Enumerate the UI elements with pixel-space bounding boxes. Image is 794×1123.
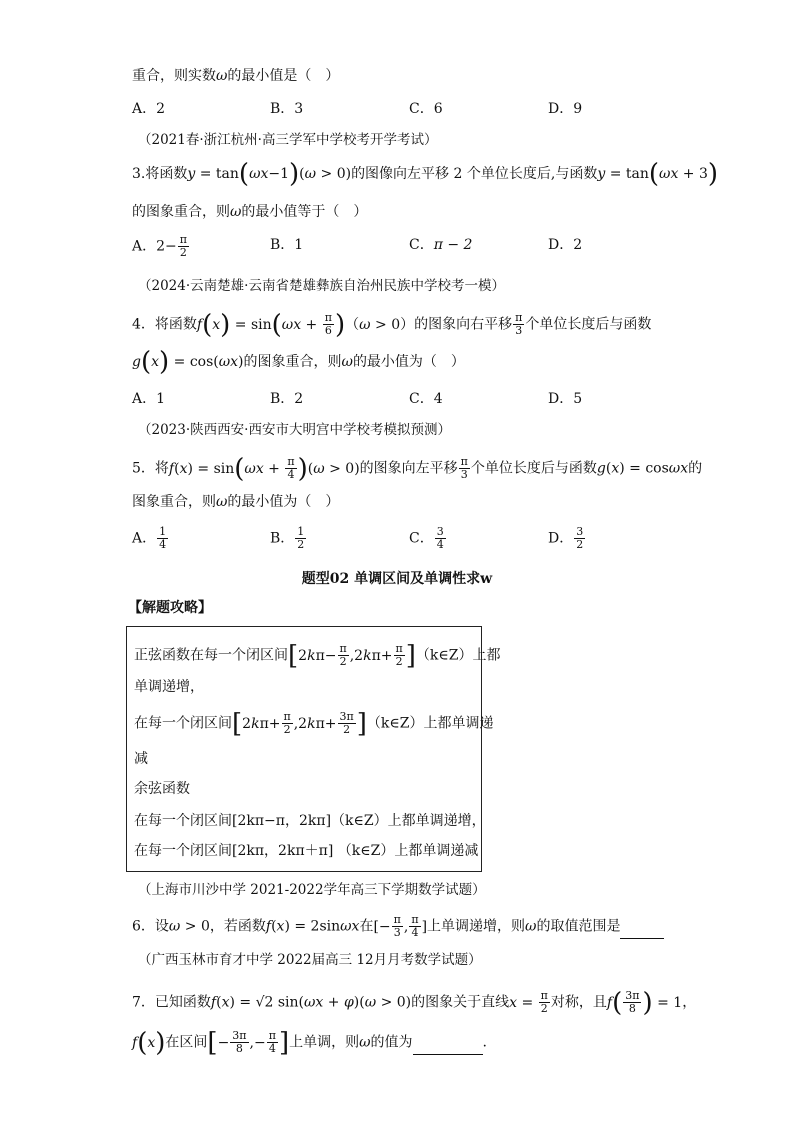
q2-choices [132,98,672,126]
q4-choices [132,388,672,416]
q6-answer-blank[interactable] [620,924,664,939]
q4-choice-d[interactable]: D．5 [548,391,583,407]
q2-text: 重合，则实数 [132,68,216,84]
source-q4: （2024·云南楚雄·云南省楚雄彝族自治州民族中学校考一模） [138,278,505,294]
q4-choice-b[interactable]: B．2 [270,391,304,407]
q5-choices [132,526,672,554]
box-line-5: 余弦函数 [134,781,190,797]
box-line-3: 在每一个闭区间[2kπ+ $\frac{\pi}{2}$ ,2kπ+ $\frac{3\pi}{2}$ ]（k∈Z）上都单调递 [134,708,494,739]
section-title: 题型02 单调区间及单调性求w [301,571,493,587]
q5-choice-d[interactable]: D． $\frac{3}{2}$ [548,525,584,551]
q4-choice-a[interactable]: A．1 [132,391,166,407]
box-line-7: 在每一个闭区间[2kπ，2kπ＋π] （k∈Z）上都单调递减 [134,843,479,859]
q3-line2: 的图象重合，则ω的最小值等于（ ） [132,204,368,220]
q5-line1: 5．将f(x) = sin(ωx + $\frac{\pi}{4}$ )(ω > 0)的图象向左平移 $\frac{\pi}{3}$ 个单位长度后与函数g(x) = cosωx的 [132,453,703,484]
q6-line: 6．设ω > 0，若函数f(x) = 2sinωx在[− $\frac{\pi}{3}$ , $\frac{\pi}{4}$ ]上单调递增，则ω的取值范围是 [132,914,664,939]
source-q6: （上海市川沙中学 2021-2022学年高三下学期数学试题） [138,882,486,898]
q3-choice-d[interactable]: D．2 [548,237,583,253]
source-q3: （2021春·浙江杭州·高三学军中学校考开学考试） [138,132,438,148]
box-line-6: 在每一个闭区间[2kπ−π，2kπ]（k∈Z）上都单调递增， [134,813,486,829]
q3-choices [132,234,672,262]
q3-choice-b[interactable]: B．1 [270,237,304,253]
strategy-box [126,626,501,872]
q5-choice-c[interactable]: C． $\frac{3}{4}$ [409,525,444,551]
q2-choice-b[interactable]: B．3 [270,101,304,117]
q7-line2: f(x)在区间[− $\frac{3\pi}{8}$ ,− $\frac{\pi}{4}$ ]上单调，则ω的值为 . [132,1027,487,1058]
q2-choice-c[interactable]: C．6 [409,101,443,117]
q2-text-tail: 的最小值是（ ） [227,68,340,84]
q3-choice-a[interactable]: A．2− $\frac{\pi}{2}$ [132,233,187,259]
q4-choice-c[interactable]: C．4 [409,391,443,407]
source-q7: （广西玉林市育才中学 2022届高三 12月月考数学试题） [138,952,482,968]
q7-answer-blank[interactable] [413,1040,483,1055]
q5-choice-a[interactable]: A． $\frac{1}{4}$ [132,525,167,551]
source-q5: （2023·陕西西安·西安市大明宫中学校考模拟预测） [138,422,451,438]
q2-continuation: 重合，则实数ω的最小值是（ ） [132,68,340,84]
box-line-4: 减 [134,751,148,767]
q2-choice-d[interactable]: D．9 [548,101,583,117]
q5-choice-b[interactable]: B． $\frac{1}{2}$ [270,525,305,551]
box-line-1: 正弦函数在每一个闭区间[2kπ− $\frac{\pi}{2}$ ,2kπ+ $\frac{\pi}{2}$ ]（k∈Z）上都 [134,640,501,671]
q3-line1: 3.将函数y = tan(ωx−1)(ω > 0)的图像向左平移 2 个单位长度后,与函数y = tan(ωx + 3) [132,159,719,189]
q4-line2: g(x) = cos(ωx)的图象重合，则ω的最小值为（ ） [132,347,465,377]
q4-line1: 4．将函数f(x) = sin(ωx + $\frac{\pi}{6}$ )（ω > 0）的图象向右平移 $\frac{\pi}{3}$ 个单位长度后与函数 [132,309,652,340]
q2-choice-a[interactable]: A．2 [132,101,166,117]
q7-line1: 7．已知函数f(x) = √2 sin(ωx + φ)(ω > 0)的图象关于直线x = $\frac{\pi}{2}$ 对称，且f( $\frac{3\pi}{8}$ ) = 1， [132,987,697,1018]
strategy-heading: 【解题攻略】 [128,600,212,616]
q3-choice-c[interactable]: C．π − 2 [409,237,473,253]
q5-line2: 图象重合，则ω的最小值为（ ） [132,494,340,510]
box-line-2: 单调递增， [134,679,204,695]
